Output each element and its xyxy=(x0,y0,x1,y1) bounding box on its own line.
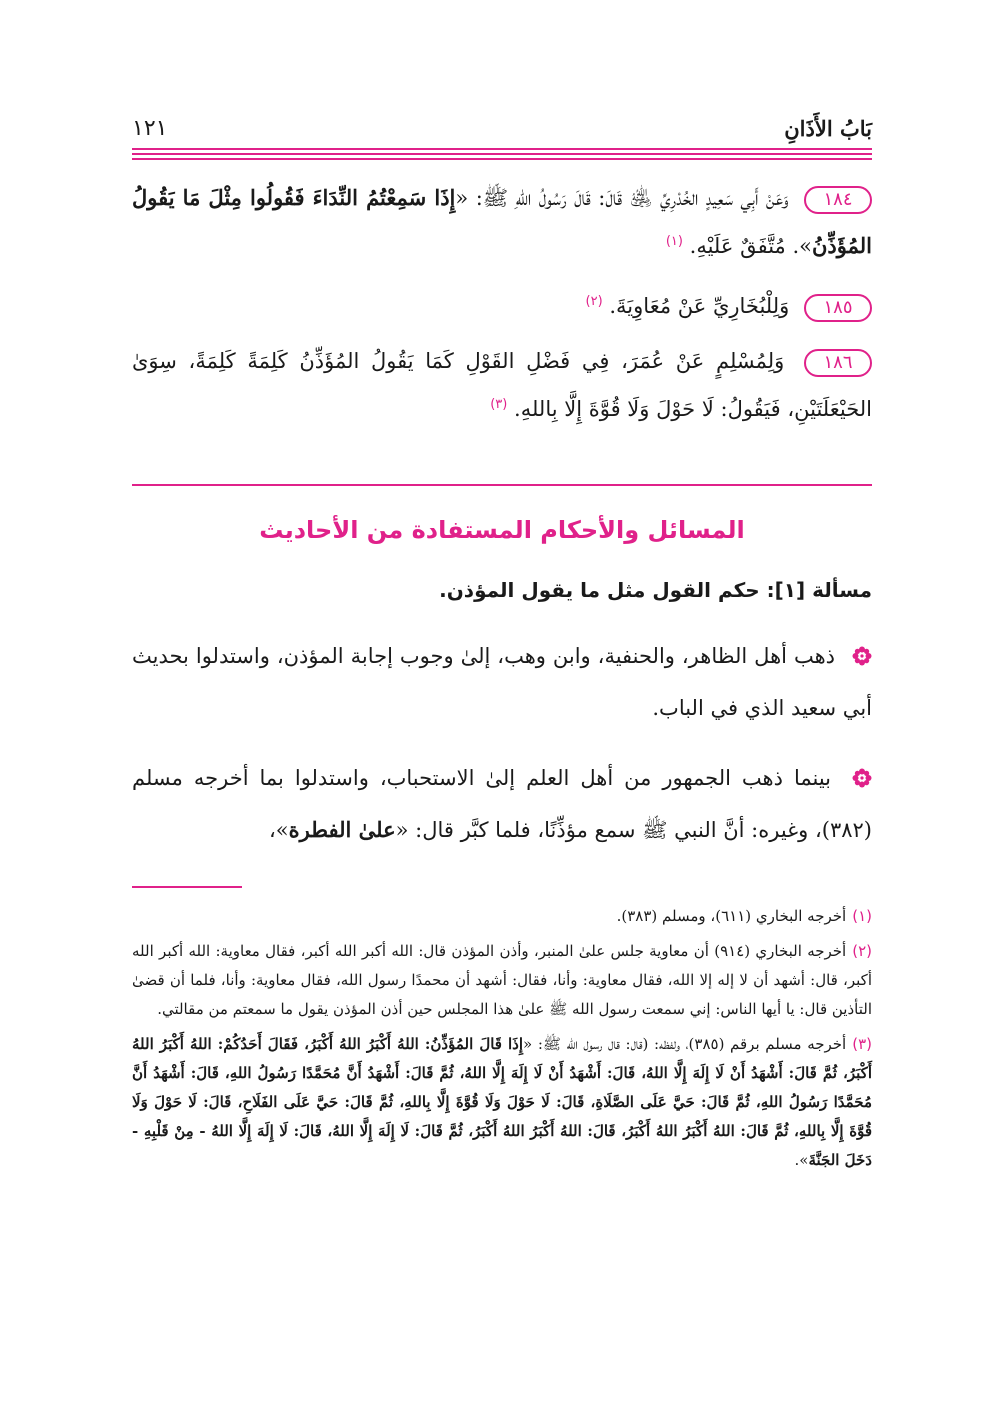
issue-title: حكم القول مثل ما يقول المؤذن. xyxy=(439,578,760,602)
running-header xyxy=(132,114,872,150)
book-page xyxy=(132,104,873,1169)
paragraph-quote: علىٰ الفطرة xyxy=(288,817,396,842)
hadith-item xyxy=(132,280,872,328)
footnote-text: أخرجه البخاري (٩١٤) أن معاوية جلس علىٰ المنبر، وأذن المؤذن قال: الله أكبر الله أكبر، فقال معاوية: الله أكبر الله أكبر، قال: أشهد أن لا إله إلا الله، فقال معاوية: وأنا، فقال: أشهد أن محمدًا رسول الله، فقال معاوية: وأنا، فلما أن قضىٰ التأذين قال: يا أيها الناس: إني سمعت رسول الله ﷺ علىٰ هذا المجلس حين أذن المؤذن يقول ما سمعتم من مقالتي. xyxy=(132,942,872,1018)
hadith-item xyxy=(132,340,872,431)
paragraph-tail: »، xyxy=(269,818,289,842)
body-text xyxy=(132,630,872,874)
hadith-number-badge: ١٨٦ xyxy=(804,349,872,377)
hadith-quote: إِذَا سَمِعْتُمُ النِّدَاءَ فَقُولُوا مِثْلَ مَا يَقُولُ المُؤَذِّنُ xyxy=(132,185,872,258)
footnote-ref[interactable]: (٣) xyxy=(490,397,508,412)
hadith-number-badge: ١٨٤ xyxy=(804,186,872,214)
footnote-number: (١) xyxy=(852,907,872,925)
footnote xyxy=(132,937,872,1024)
footnote-ref[interactable]: (١) xyxy=(665,234,683,249)
flower-icon xyxy=(852,768,872,788)
footnote-ref[interactable]: (٢) xyxy=(585,294,603,309)
paragraph-text: ذهب أهل الظاهر، والحنفية، وابن وهب، إلىٰ وجوب إجابة المؤذن، واستدلوا بحديث أبي سعيد الذي في الباب. xyxy=(132,644,872,720)
hadith-text: وَلِمُسْلِمٍ عَنْ عُمَرَ، فِي فَضْلِ القَوْلِ كَمَا يَقُولُ المُؤَذِّنُ كَلِمَةً كَلِمَةً، سِوَىٰ الحَيْعَلَتَيْنِ، فَيَقُولُ: لَا حَوْلَ وَلَا قُوَّةَ إِلَّا بِاللهِ. xyxy=(132,349,872,421)
hadith-number-badge: ١٨٥ xyxy=(804,294,872,322)
paragraph xyxy=(132,630,872,734)
chapter-title: بَابُ الأَذَانِ xyxy=(784,116,872,141)
footnote xyxy=(132,902,872,931)
footnote-text: أخرجه مسلم برقم (٣٨٥)، ولفظه: (قال: قال رسول الله ﷺ: « xyxy=(523,1035,847,1053)
section-divider xyxy=(132,484,872,486)
flower-icon xyxy=(852,646,872,666)
footnote-tail: ». xyxy=(794,1151,809,1169)
hadith-text-end: ». مُتَّفَقٌ عَلَيْهِ. xyxy=(689,234,812,258)
hadith-item xyxy=(132,176,872,268)
section-heading: المسائل والأحكام المستفادة من الأحاديث xyxy=(259,516,745,544)
footnote-number: (٢) xyxy=(852,942,873,960)
hadith-list xyxy=(132,176,872,443)
paragraph xyxy=(132,752,872,856)
footnote-text: أخرجه البخاري (٦١١)، ومسلم (٣٨٣). xyxy=(616,907,847,925)
hadith-text: وَلِلْبُخَارِيِّ عَنْ مُعَاوِيَةَ. xyxy=(609,294,790,318)
issue-heading xyxy=(132,578,872,602)
paragraph-text: بينما ذهب الجمهور من أهل العلم إلىٰ الاستحباب، واستدلوا بما أخرجه مسلم (٣٨٢)، وغيره: أنَّ النبي ﷺ سمع مؤذِّنًا، فلما كبَّر قال: « xyxy=(132,766,872,842)
footnote-quote: إِذَا قَالَ المُؤَذِّنُ: اللهُ أَكْبَرُ اللهُ أَكْبَرُ، فَقَالَ أَحَدُكُمْ: اللهُ أَكْبَرُ اللهُ أَكْبَرُ، ثُمَّ قَالَ: أَشْهَدُ أَنْ لَا إِلَهَ إِلَّا اللهُ، قَالَ: أَشْهَدُ أَنْ لَا إِلَهَ إِلَّا اللهُ، ثُمَّ قَالَ: أَشْهَدُ أَنَّ مُحَمَّدًا رَسُولُ اللهِ، قَالَ: أَشْهَدُ أَنَّ مُحَمَّدًا رَسُولُ اللهِ، ثُمَّ قَالَ: حَيَّ عَلَى الصَّلَاةِ، قَالَ: لَا حَوْلَ وَلَا قُوَّةَ إِلَّا بِاللهِ، ثُمَّ قَالَ: حَيَّ عَلَى الفَلَاحِ، قَالَ: لَا حَوْلَ وَلَا قُوَّةَ إِلَّا بِاللهِ، ثُمَّ قَالَ: اللهُ أَكْبَرُ اللهُ أَكْبَرُ، قَالَ: اللهُ أَكْبَرُ اللهُ أَكْبَرُ، ثُمَّ قَالَ: لَا إِلَهَ إِلَّا اللهُ، قَالَ: لَا إِلَهَ إِلَّا اللهُ - مِنْ قَلْبِهِ - دَخَلَ الجَنَّةَ xyxy=(132,1035,872,1169)
issue-label: مسألة [١]: xyxy=(766,578,872,602)
footnote-rule xyxy=(132,886,242,888)
footnotes xyxy=(132,902,872,1181)
header-rule xyxy=(132,148,872,163)
hadith-text: وَعَنْ أَبِي سَعِيدٍ الخُدْرِيِّ ﵁ قَالَ: قَالَ رَسُولُ اللهِ ﷺ: « xyxy=(455,186,789,210)
footnote xyxy=(132,1030,872,1175)
page-number: ١٢١ xyxy=(132,116,168,141)
footnote-number: (٣) xyxy=(852,1035,873,1053)
